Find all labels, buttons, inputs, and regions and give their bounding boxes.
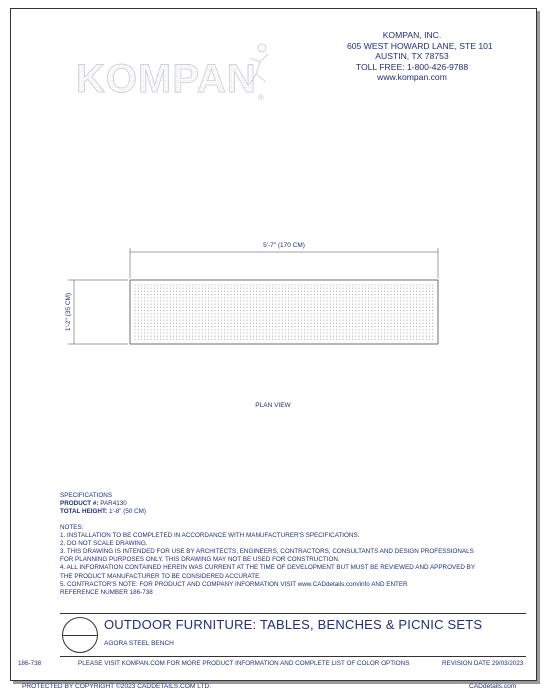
copyright-notice: PROTECTED BY COPYRIGHT ©2023 CADDETAILS.COM LTD. [22, 683, 212, 690]
company-phone: TOLL FREE: 1-800-426-9788 [355, 61, 469, 72]
note-line: 2. DO NOT SCALE DRAWING. [60, 540, 148, 548]
total-height-value: 1'-8" (50 CM) [108, 508, 147, 516]
reference-number: 186-738 [18, 660, 42, 667]
note-line: THE PRODUCT MANUFACTURER TO BE CONSIDERED ACCURATE. [60, 572, 262, 580]
notes [60, 524, 475, 597]
logo-registered-mark: ® [258, 93, 264, 102]
company-address-line2: AUSTIN, TX 78753 [375, 51, 449, 62]
note-line: FOR PLANNING PURPOSES ONLY. THIS DRAWING MAY NOT BE USED FOR CONSTRUCTION. [60, 556, 340, 564]
caddetails-brand: CADdetails.com [469, 683, 517, 690]
note-line: 3. THIS DRAWING IS INTENDED FOR USE BY ARCHITECTS, ENGINEERS, CONTRACTORS, CONSULTANTS AND DESIGN PROFESSIONALS [60, 548, 474, 556]
plan-view-drawing [52, 236, 472, 366]
revision-date: REVISION DATE 29/03/2023 [442, 660, 524, 667]
bench-outline [130, 280, 438, 344]
note-line: 1. INSTALLATION TO BE COMPLETED IN ACCORDANCE WITH MANUFACTURER'S SPECIFICATIONS. [60, 532, 360, 540]
logo-text: KOMPAN [76, 57, 257, 101]
note-line: REFERENCE NUMBER 186-738 [60, 588, 153, 596]
title-block-rule-top [60, 613, 526, 614]
width-dimension: 5'-7" (170 CM) [263, 242, 305, 249]
bench-perforation-grid [134, 284, 433, 340]
company-info [347, 30, 493, 83]
product-number-label: PRODUCT #: [60, 500, 99, 508]
height-dimension: 1'-2" (35 CM) [65, 292, 72, 332]
visit-website-note: PLEASE VISIT KOMPAN.COM FOR MORE PRODUCT INFORMATION AND COMPLETE LIST OF COLOR OPTIONS [78, 660, 410, 667]
title-block-circle-divider [62, 635, 98, 636]
company-address-line1: 605 WEST HOWARD LANE, STE 101 [347, 40, 493, 51]
notes-heading: NOTES: [60, 524, 84, 531]
product-number-row [60, 500, 146, 508]
kompan-logo [74, 40, 274, 106]
company-website: www.kompan.com [377, 72, 447, 83]
specifications [60, 492, 146, 517]
company-name: KOMPAN, INC. [382, 30, 442, 40]
drawing-subtitle: AGORA STEEL BENCH [104, 640, 174, 647]
total-height-label: TOTAL HEIGHT: [60, 508, 108, 516]
total-height-row [60, 508, 146, 516]
product-number-value: PAR4130 [100, 500, 127, 508]
note-line: 4. ALL INFORMATION CONTAINED HEREIN WAS CURRENT AT THE TIME OF DEVELOPMENT BUT MUST BE REVIEWED AND APPROVED BY [60, 564, 476, 572]
specifications-heading: SPECIFICATIONS [60, 492, 113, 499]
title-block-rule-bottom [60, 656, 526, 657]
note-line: 5. CONTRACTOR'S NOTE: FOR PRODUCT AND COMPANY INFORMATION VISIT www.CADdetails.com/info AND ENTER [60, 580, 408, 588]
drawing-title: OUTDOOR FURNITURE: TABLES, BENCHES & PICNIC SETS [104, 617, 483, 632]
plan-view-label: PLAN VIEW [255, 402, 291, 409]
